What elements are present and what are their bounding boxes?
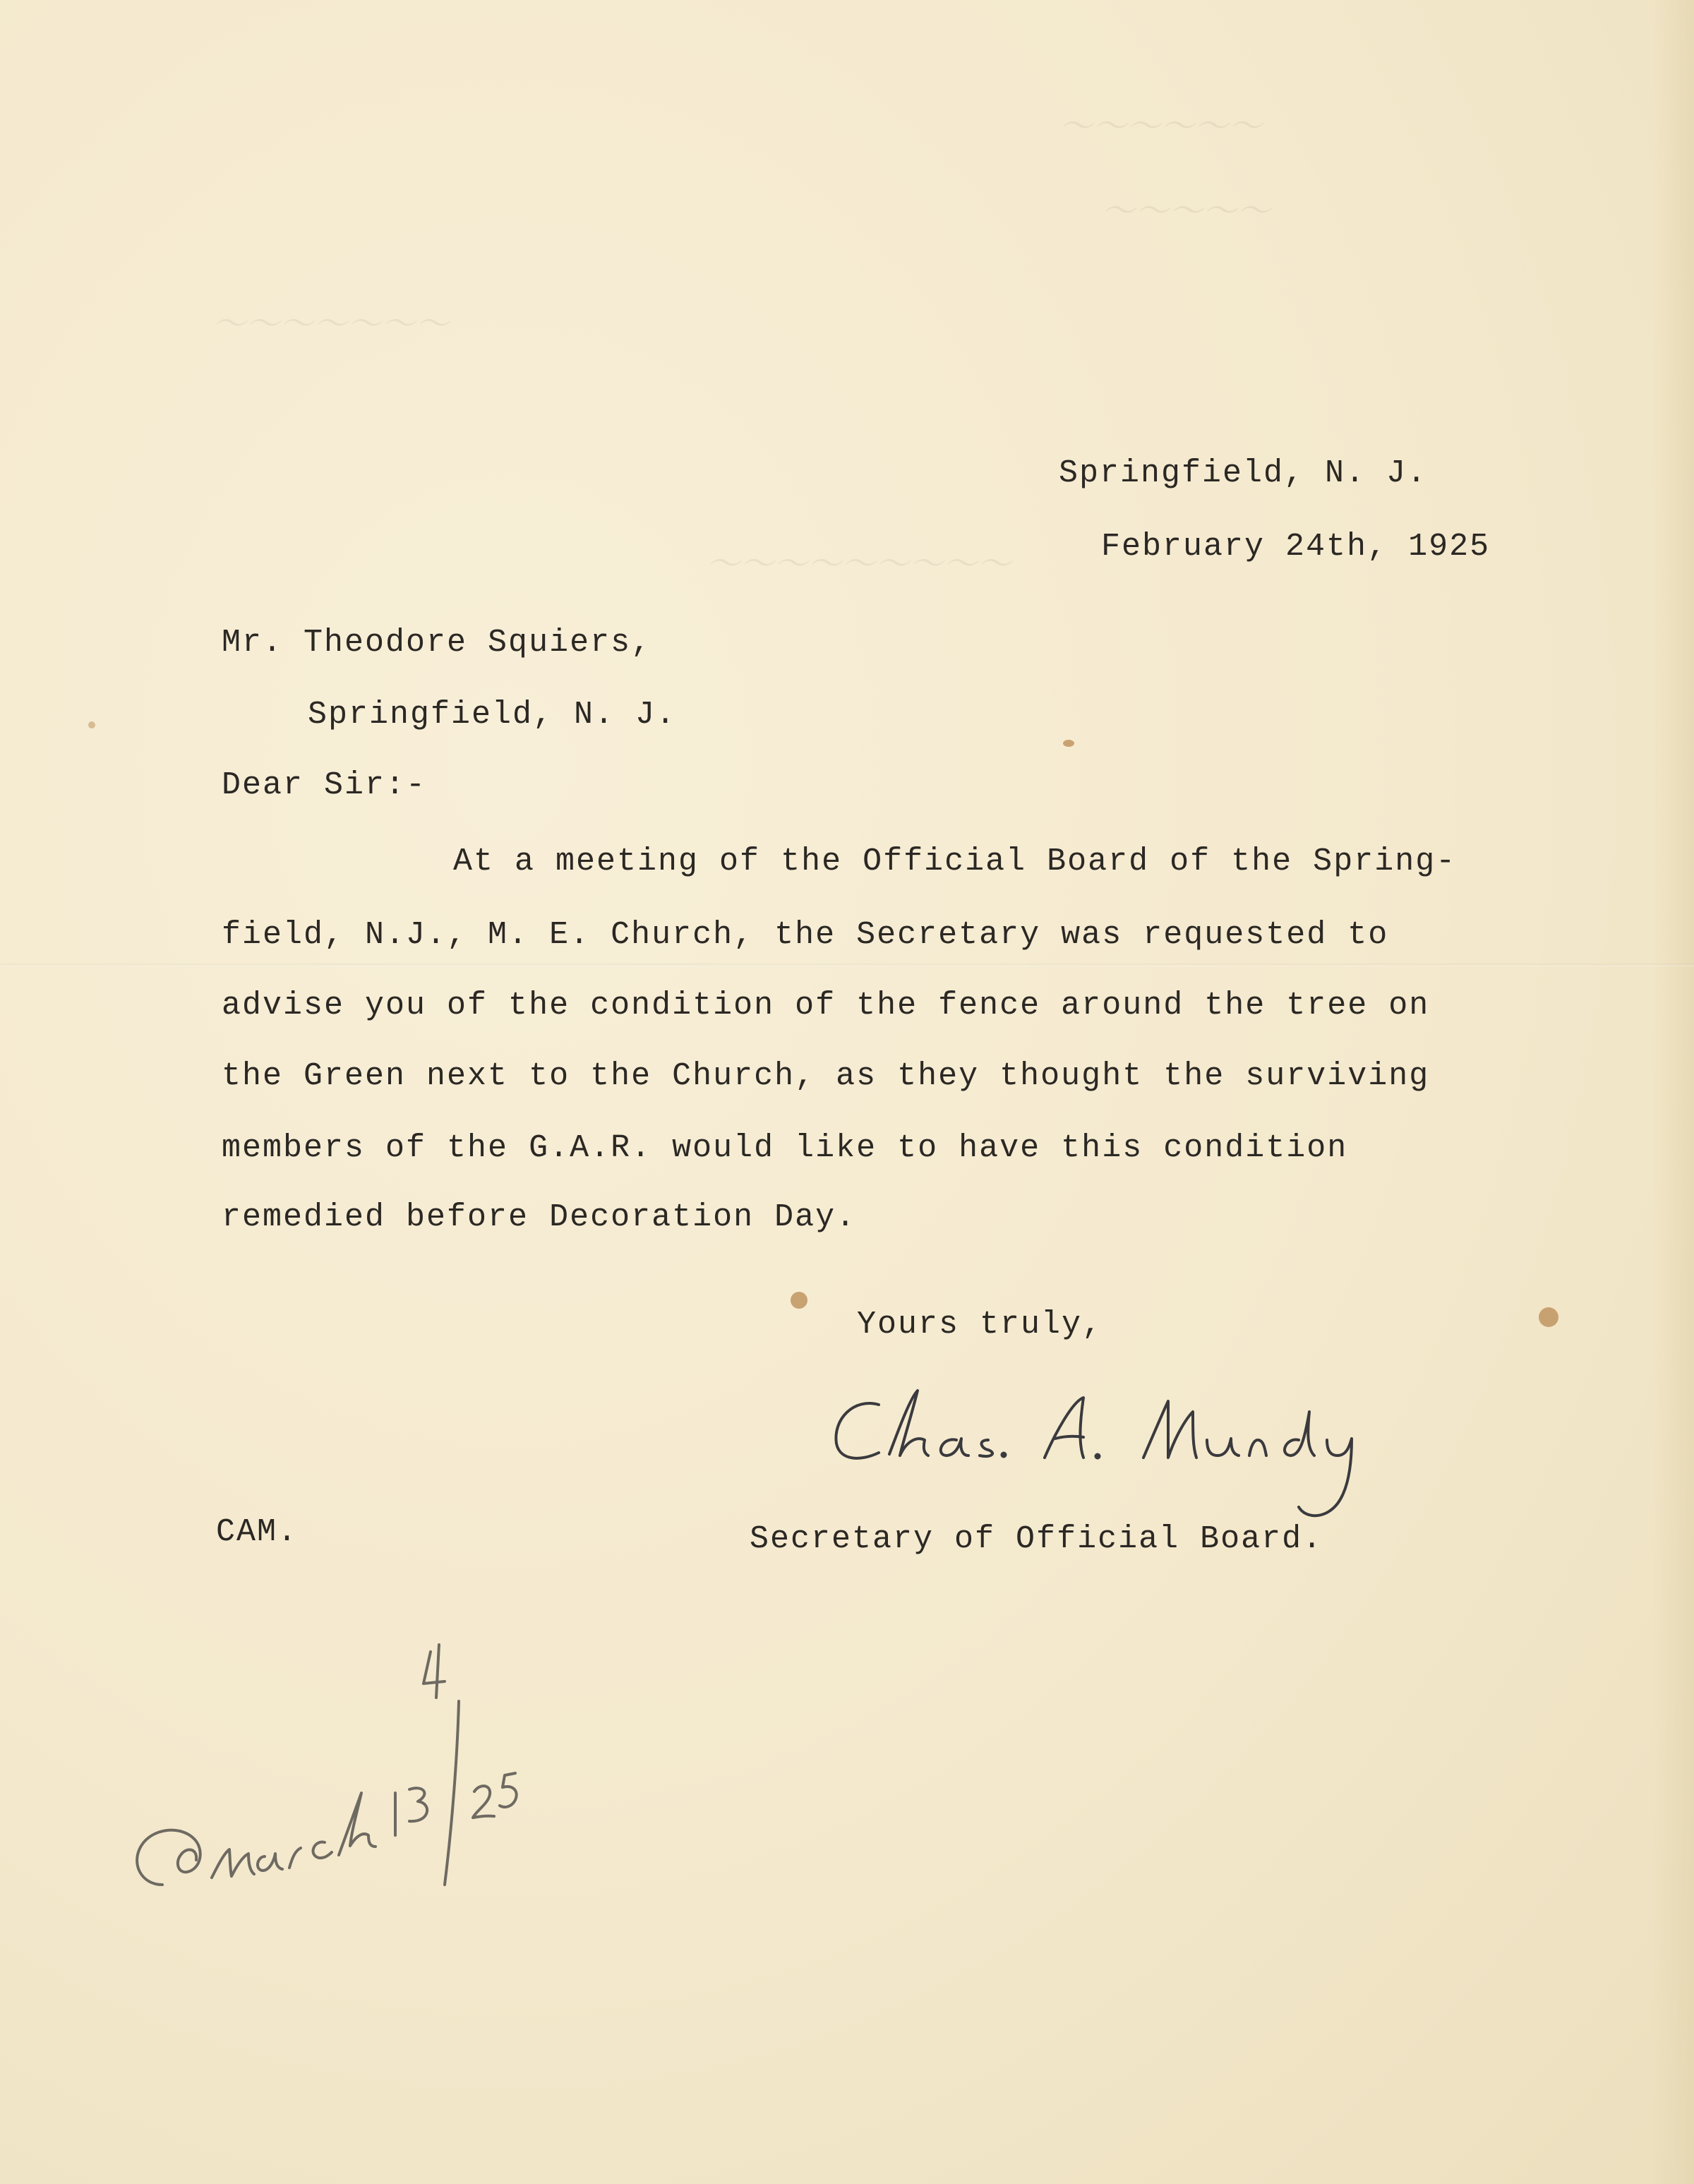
body-line: advise you of the condition of the fence around the tree on [222, 988, 1430, 1024]
signature-image [812, 1369, 1419, 1546]
recipient-place: Springfield, N. J. [308, 697, 677, 733]
signer-title: Secretary of Official Board. [750, 1521, 1323, 1557]
body-line: remedied before Decoration Day. [222, 1199, 857, 1235]
show-through-scribble: 〜〜〜〜〜〜 [1059, 108, 1263, 145]
closing: Yours truly, [857, 1307, 1103, 1343]
show-through-scribble: 〜〜〜〜〜〜〜〜〜 [706, 546, 1011, 583]
rust-spot [1539, 1307, 1558, 1327]
rust-spot [791, 1292, 807, 1309]
show-through-scribble: 〜〜〜〜〜〜〜 [212, 306, 450, 343]
paper-edge-shadow [1652, 0, 1694, 2184]
letter-date: February 24th, 1925 [1101, 529, 1491, 565]
body-line: field, N.J., M. E. Church, the Secretary was requested to [222, 917, 1389, 953]
rust-spot [88, 721, 95, 728]
paper-fold-line [0, 964, 1694, 966]
salutation: Dear Sir:- [222, 767, 427, 803]
body-line: At a meeting of the Official Board of the Spring- [453, 844, 1457, 880]
body-line: the Green next to the Church, as they thought the surviving [222, 1058, 1430, 1094]
typist-initials: CAM. [216, 1514, 299, 1550]
recipient-name: Mr. Theodore Squiers, [222, 625, 652, 661]
letter-place: Springfield, N. J. [1059, 455, 1428, 491]
body-line: members of the G.A.R. would like to have this condition [222, 1130, 1348, 1166]
show-through-scribble: 〜〜〜〜〜 [1101, 193, 1271, 230]
pencil-annotation-image [113, 1602, 720, 1927]
rust-spot [1063, 740, 1074, 747]
